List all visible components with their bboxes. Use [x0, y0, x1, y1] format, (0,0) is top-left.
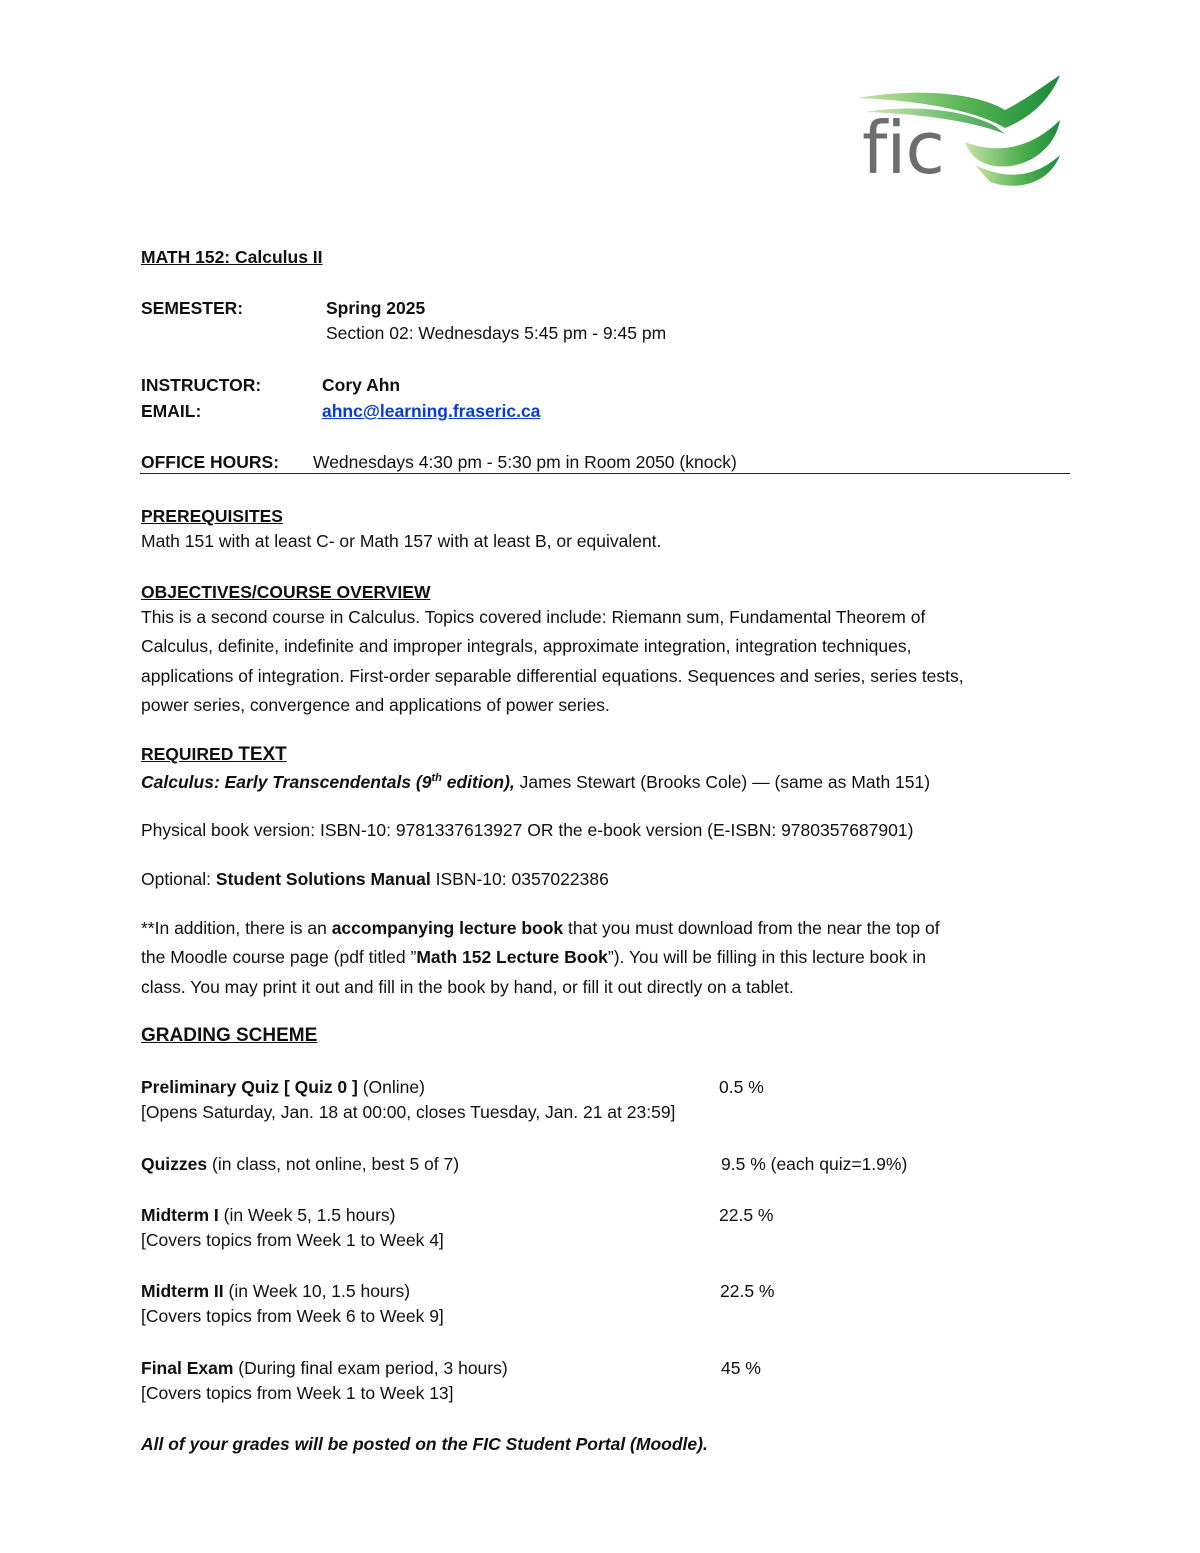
grading-weight: 22.5 % [719, 1205, 774, 1225]
course-title: MATH 152: Calculus II [141, 247, 323, 267]
email-link[interactable]: ahnc@learning.fraseric.ca [322, 401, 541, 421]
semester-label: SEMESTER: [141, 298, 244, 318]
grading-item: Midterm II (in Week 10, 1.5 hours) [141, 1281, 411, 1301]
grading-note: [Covers topics from Week 6 to Week 9] [141, 1306, 444, 1326]
grading-weight: 22.5 % [720, 1281, 775, 1301]
objectives-line: This is a second course in Calculus. Topics covered include: Riemann sum, Fundamental Theorem of [141, 607, 926, 627]
semester-term: Spring 2025 [326, 298, 426, 318]
office-hours-label: OFFICE HOURS: [141, 452, 280, 472]
grading-note: [Covers topics from Week 1 to Week 4] [141, 1230, 444, 1250]
objectives-line: Calculus, definite, indefinite and improper integrals, approximate integration, integration techniques, [141, 636, 912, 656]
lecture-book-note: class. You may print it out and fill in the book by hand, or fill it out directly on a tablet. [141, 977, 794, 997]
optional-line: Optional: Student Solutions Manual ISBN-10: 0357022386 [141, 869, 609, 889]
required-text-heading: REQUIRED TEXT [141, 744, 287, 765]
objectives-heading: OBJECTIVES/COURSE OVERVIEW [141, 582, 431, 602]
grading-heading: GRADING SCHEME [141, 1025, 318, 1046]
textbook-title: Calculus: Early Transcendentals (9 [141, 772, 432, 792]
prerequisites-text: Math 151 with at least C- or Math 157 with at least B, or equivalent. [141, 531, 662, 551]
grading-footer: All of your grades will be posted on the FIC Student Portal (Moodle). [141, 1434, 708, 1454]
instructor-name: Cory Ahn [322, 375, 401, 395]
grading-weight: 45 % [721, 1358, 761, 1378]
grading-note: [Covers topics from Week 1 to Week 13] [141, 1383, 454, 1403]
objectives-line: applications of integration. First-order separable differential equations. Sequences and series, series tests, [141, 666, 964, 686]
grading-weight: 0.5 % [719, 1077, 764, 1097]
lecture-book-note: the Moodle course page (pdf titled ”Math 152 Lecture Book”). You will be filling in this lecture book in [141, 947, 926, 967]
grading-item: Final Exam (During final exam period, 3 hours) [141, 1358, 508, 1378]
lecture-book-note: **In addition, there is an accompanying lecture book that you must download from the near the top of [141, 918, 940, 938]
objectives-line: power series, convergence and applications of power series. [141, 695, 610, 715]
grading-weight: 9.5 % (each quiz=1.9%) [721, 1154, 908, 1174]
office-hours-value: Wednesdays 4:30 pm - 5:30 pm in Room 2050 (knock) [313, 452, 737, 472]
fic-logo-text: fic [862, 106, 944, 190]
prerequisites-heading: PREREQUISITES [141, 506, 283, 526]
grading-item: Preliminary Quiz [ Quiz 0 ] (Online) [141, 1077, 425, 1097]
email-label: EMAIL: [141, 401, 202, 421]
physical-book-line: Physical book version: ISBN-10: 9781337613927 OR the e-book version (E-ISBN: 9780357687901) [141, 820, 914, 840]
grading-item: Midterm I (in Week 5, 1.5 hours) [141, 1205, 396, 1225]
instructor-label: INSTRUCTOR: [141, 375, 262, 395]
semester-section: Section 02: Wednesdays 5:45 pm - 9:45 pm [326, 323, 667, 343]
section-divider [140, 473, 1070, 474]
grading-item: Quizzes (in class, not online, best 5 of 7) [141, 1154, 460, 1174]
grading-note: [Opens Saturday, Jan. 18 at 00:00, closes Tuesday, Jan. 21 at 23:59] [141, 1102, 676, 1122]
textbook-line: Calculus: Early Transcendentals (9th edition), James Stewart (Brooks Cole) — (same as Math 151) [141, 772, 931, 792]
